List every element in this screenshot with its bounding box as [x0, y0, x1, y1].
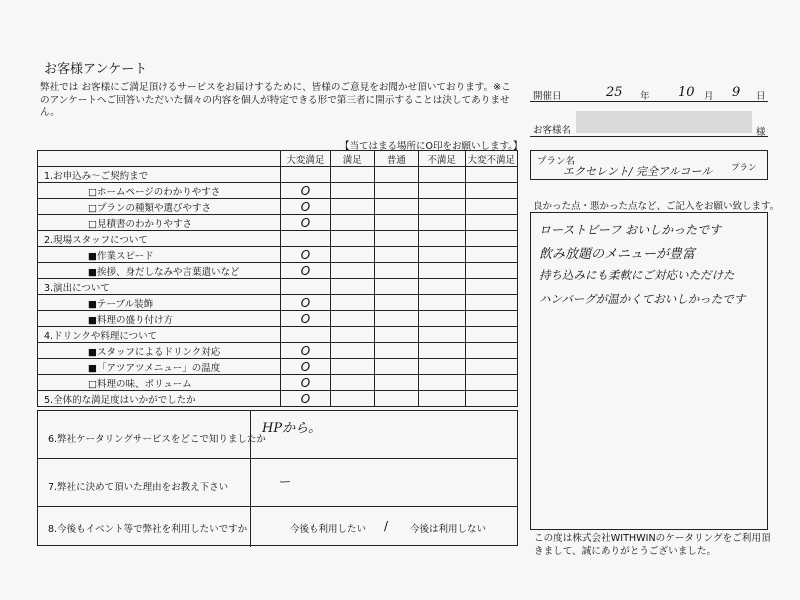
closing-message: この度は株式会社WITHWINのケータリングをご利用頂きまして、誠にありがとうございました。: [534, 533, 771, 557]
rating-table: [37, 150, 518, 407]
rating-cell[interactable]: [465, 199, 517, 215]
rating-cell[interactable]: [465, 343, 517, 359]
rating-cell[interactable]: [418, 215, 465, 231]
rating-cell[interactable]: [465, 295, 517, 311]
rating-cell[interactable]: [418, 311, 465, 327]
rating-cell[interactable]: [374, 327, 418, 343]
date-label: 開催日: [533, 91, 562, 102]
rating-question: ■「アツアツメニュー」の温度: [38, 359, 281, 375]
q6-label: 6.弊社ケータリングサービスをどこで知りましたか: [48, 434, 266, 445]
rating-cell[interactable]: O: [281, 215, 331, 231]
rating-row: [38, 391, 518, 407]
rating-cell[interactable]: [330, 183, 374, 199]
date-day-unit: 日: [756, 91, 766, 102]
rating-cell[interactable]: [330, 247, 374, 263]
comment-line-4: ハンバーグが温かくておいしかったです: [539, 292, 746, 306]
col-dissatisfied: 不満足: [418, 151, 465, 167]
rating-cell[interactable]: [374, 215, 418, 231]
q8-label: 8.今後もイベント等で弊社を利用したいですか: [48, 524, 248, 535]
rating-cell[interactable]: [374, 231, 418, 247]
rating-cell[interactable]: [281, 327, 331, 343]
rating-cell[interactable]: [374, 391, 418, 407]
rating-cell[interactable]: [418, 391, 465, 407]
rating-cell[interactable]: [465, 247, 517, 263]
rating-question: ■作業スピード: [38, 247, 281, 263]
date-year-unit: 年: [640, 91, 650, 102]
rating-cell[interactable]: [418, 327, 465, 343]
comment-label: 良かった点・悪かった点など、ご記入をお願い致します。: [533, 201, 780, 212]
rating-cell[interactable]: [330, 311, 374, 327]
rating-cell[interactable]: [465, 183, 517, 199]
rating-cell[interactable]: [330, 231, 374, 247]
rating-row: [38, 247, 518, 263]
q8-row: [38, 507, 517, 547]
name-underline: [530, 136, 768, 137]
rating-cell[interactable]: O: [281, 359, 331, 375]
rating-cell[interactable]: O: [281, 183, 331, 199]
rating-cell[interactable]: [418, 263, 465, 279]
rating-cell[interactable]: [465, 327, 517, 343]
name-suffix: 様: [756, 127, 766, 138]
rating-question: 4.ドリンクや料理について: [38, 327, 281, 343]
rating-row: [38, 167, 518, 183]
comment-box[interactable]: [530, 212, 768, 530]
rating-question: ■料理の盛り付け方: [38, 311, 281, 327]
rating-cell[interactable]: [418, 167, 465, 183]
rating-cell[interactable]: [418, 295, 465, 311]
name-label: お客様名: [533, 125, 572, 136]
q7-divider: [250, 459, 251, 506]
rating-cell[interactable]: [374, 279, 418, 295]
rating-cell[interactable]: [465, 391, 517, 407]
rating-cell[interactable]: [330, 391, 374, 407]
rating-cell[interactable]: [281, 231, 331, 247]
rating-cell[interactable]: O: [281, 199, 331, 215]
date-day[interactable]: 9: [732, 85, 741, 100]
rating-cell[interactable]: [465, 311, 517, 327]
rating-cell[interactable]: [418, 247, 465, 263]
instruction-note: 【当てはまる場所にO印をお願いします。】: [340, 141, 523, 152]
q7-row: [38, 459, 517, 507]
rating-cell[interactable]: [374, 295, 418, 311]
rating-cell[interactable]: [374, 375, 418, 391]
rating-cell[interactable]: [330, 215, 374, 231]
rating-row: [38, 375, 518, 391]
rating-cell[interactable]: [418, 375, 465, 391]
rating-cell[interactable]: [374, 199, 418, 215]
rating-cell[interactable]: [465, 279, 517, 295]
rating-cell[interactable]: [330, 375, 374, 391]
rating-cell[interactable]: O: [281, 375, 331, 391]
rating-question: □ホームページのわかりやすさ: [38, 183, 281, 199]
rating-header-blank: [38, 151, 281, 167]
plan-label: プラン名: [537, 156, 576, 167]
q7-label: 7.弊社に決めて頂いた理由をお教え下さい: [48, 482, 229, 493]
rating-cell[interactable]: [330, 279, 374, 295]
rating-rows: [38, 167, 518, 407]
rating-row: [38, 279, 518, 295]
plan-value[interactable]: エクセレント/ 完全アルコール: [563, 165, 713, 178]
rating-question: 3.演出について: [38, 279, 281, 295]
rating-cell[interactable]: [374, 311, 418, 327]
rating-cell[interactable]: [418, 231, 465, 247]
rating-row: [38, 311, 518, 327]
q6-divider: [250, 411, 251, 458]
rating-row: [38, 327, 518, 343]
comment-line-3: 持ち込みにも柔軟にご対応いただけた: [539, 268, 735, 282]
comment-line-2: 飲み放題のメニューが豊富: [539, 247, 696, 262]
rating-cell[interactable]: [374, 263, 418, 279]
rating-row: [38, 359, 518, 375]
col-satisfied: 満足: [330, 151, 374, 167]
rating-row: [38, 295, 518, 311]
rating-cell[interactable]: O: [281, 247, 331, 263]
col-very-satisfied: 大変満足: [281, 151, 331, 167]
q8-option-yes[interactable]: 今後も利用したい: [290, 524, 367, 535]
rating-cell[interactable]: [465, 215, 517, 231]
q7-answer[interactable]: ー: [278, 475, 291, 489]
rating-question: ■スタッフによるドリンク対応: [38, 343, 281, 359]
rating-cell[interactable]: [330, 327, 374, 343]
date-year[interactable]: 25: [606, 85, 623, 100]
rating-cell[interactable]: [330, 343, 374, 359]
rating-cell[interactable]: [465, 375, 517, 391]
rating-question: 5.全体的な満足度はいかがでしたか: [38, 391, 281, 407]
rating-question: 2.現場スタッフについて: [38, 231, 281, 247]
q8-divider: [250, 507, 251, 547]
rating-row: [38, 263, 518, 279]
rating-cell[interactable]: [330, 295, 374, 311]
rating-cell[interactable]: [281, 279, 331, 295]
intro-text: 弊社では お客様にご満足頂けるサービスをお届けするために、皆様のご意見をお聞かせ頂いております。※このアンケートへご回答いただいた個々の内容を個人が特定できる形で第三者に開示することは決してありません。: [40, 82, 511, 118]
rating-cell[interactable]: [374, 343, 418, 359]
rating-row: [38, 199, 518, 215]
rating-row: [38, 215, 518, 231]
plan-suffix: プラン: [731, 163, 757, 173]
rating-cell[interactable]: [330, 167, 374, 183]
rating-cell[interactable]: [418, 343, 465, 359]
rating-cell[interactable]: [418, 279, 465, 295]
rating-cell[interactable]: O: [281, 391, 331, 407]
col-very-dissatisfied: 大変不満足: [465, 151, 517, 167]
rating-cell[interactable]: [374, 359, 418, 375]
rating-cell[interactable]: [330, 199, 374, 215]
rating-cell[interactable]: [465, 231, 517, 247]
comment-line-1: ローストビーフ おいしかったです: [539, 223, 722, 237]
name-redaction: [576, 111, 752, 133]
rating-cell[interactable]: [418, 359, 465, 375]
rating-cell[interactable]: [374, 247, 418, 263]
rating-question: ■テーブル装飾: [38, 295, 281, 311]
rating-cell[interactable]: [374, 183, 418, 199]
q6-answer[interactable]: HPから。: [262, 421, 322, 436]
rating-cell[interactable]: O: [281, 343, 331, 359]
rating-cell[interactable]: [374, 167, 418, 183]
rating-cell[interactable]: [465, 359, 517, 375]
date-month[interactable]: 10: [678, 85, 695, 100]
rating-question: 1.お申込み～ご契約まで: [38, 167, 281, 183]
rating-row: [38, 231, 518, 247]
rating-cell[interactable]: [465, 263, 517, 279]
rating-cell[interactable]: O: [281, 263, 331, 279]
q6-row: [38, 411, 517, 459]
rating-question: □プランの種類や選びやすさ: [38, 199, 281, 215]
rating-cell[interactable]: [281, 167, 331, 183]
page-title: お客様アンケート: [44, 62, 148, 77]
rating-cell[interactable]: O: [281, 311, 331, 327]
rating-cell[interactable]: [330, 263, 374, 279]
rating-cell[interactable]: [418, 199, 465, 215]
col-neutral: 普通: [374, 151, 418, 167]
rating-row: [38, 343, 518, 359]
q8-slash: /: [384, 519, 389, 533]
q8-option-no[interactable]: 今後は利用しない: [410, 524, 487, 535]
rating-cell[interactable]: [465, 167, 517, 183]
rating-cell[interactable]: [418, 183, 465, 199]
rating-question: □料理の味、ボリューム: [38, 375, 281, 391]
date-month-unit: 月: [704, 91, 714, 102]
rating-cell[interactable]: [330, 359, 374, 375]
plan-box: [530, 150, 768, 180]
rating-question: ■挨拶、身だしなみや言葉遣いなど: [38, 263, 281, 279]
rating-row: [38, 183, 518, 199]
rating-header-row: [38, 151, 518, 167]
rating-question: □見積書のわかりやすさ: [38, 215, 281, 231]
free-answer-box: [37, 410, 518, 546]
rating-cell[interactable]: O: [281, 295, 331, 311]
